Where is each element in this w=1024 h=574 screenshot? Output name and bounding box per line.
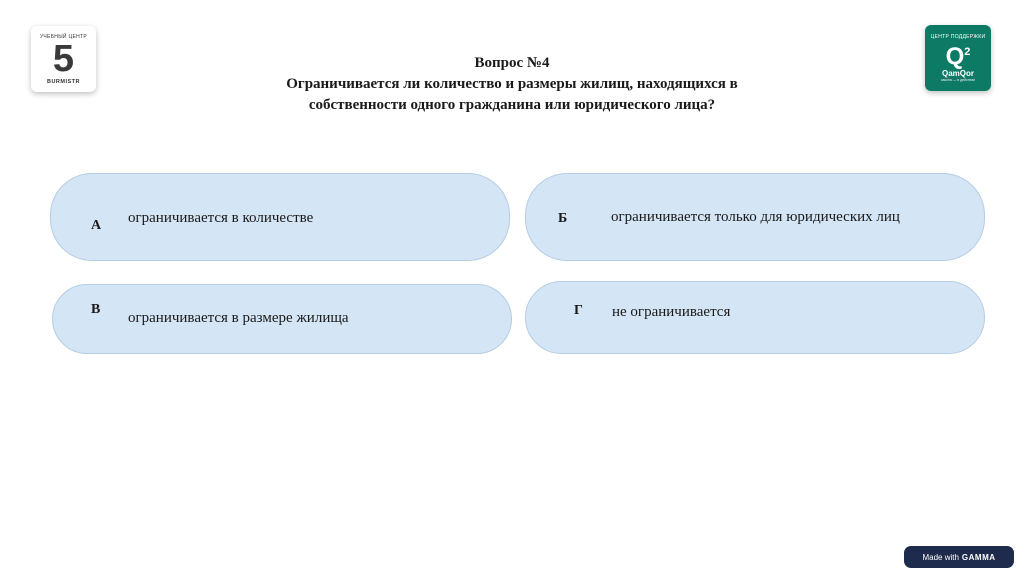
answer-option-v[interactable] <box>52 284 512 354</box>
question-block <box>200 53 824 116</box>
option-text: ограничивается в количестве <box>128 210 314 226</box>
logo-bottom-text: BURMISTR <box>46 78 81 85</box>
answer-option-g[interactable] <box>525 281 985 354</box>
option-text: ограничивается только для юридических лиц <box>611 209 900 225</box>
badge-brand: GAMMA <box>961 552 996 562</box>
logo-top-text: УЧЕБНЫЙ ЦЕНТР <box>39 33 88 40</box>
option-text: ограничивается в размере жилища <box>128 310 349 326</box>
qamqor-brand: QamQor <box>941 69 974 78</box>
qamqor-logo <box>925 25 991 91</box>
question-line-2: собственности одного гражданина или юридического лица? <box>308 97 716 113</box>
answer-option-a[interactable] <box>50 173 510 261</box>
option-text: не ограничивается <box>612 304 731 320</box>
question-line-1: Ограничивается ли количество и размеры жилищ, находящихся в <box>286 76 738 92</box>
option-letter: Б <box>558 211 568 226</box>
qamqor-top-text: ЦЕНТР ПОДДЕРЖКИ <box>930 34 986 40</box>
badge-prefix: Made with <box>922 552 959 562</box>
logo-mark: 5 <box>52 37 75 80</box>
made-with-gamma-badge[interactable] <box>904 546 1014 568</box>
option-letter: А <box>91 218 102 233</box>
question-number: Вопрос №4 <box>474 55 550 71</box>
burmistr-logo <box>31 26 96 92</box>
qamqor-mark: $Q^2$ <box>945 43 971 70</box>
answer-option-b[interactable] <box>525 173 985 261</box>
option-letter: В <box>91 302 101 317</box>
option-letter: Г <box>574 303 583 318</box>
qamqor-small-text: закона — в действии <box>940 78 976 82</box>
